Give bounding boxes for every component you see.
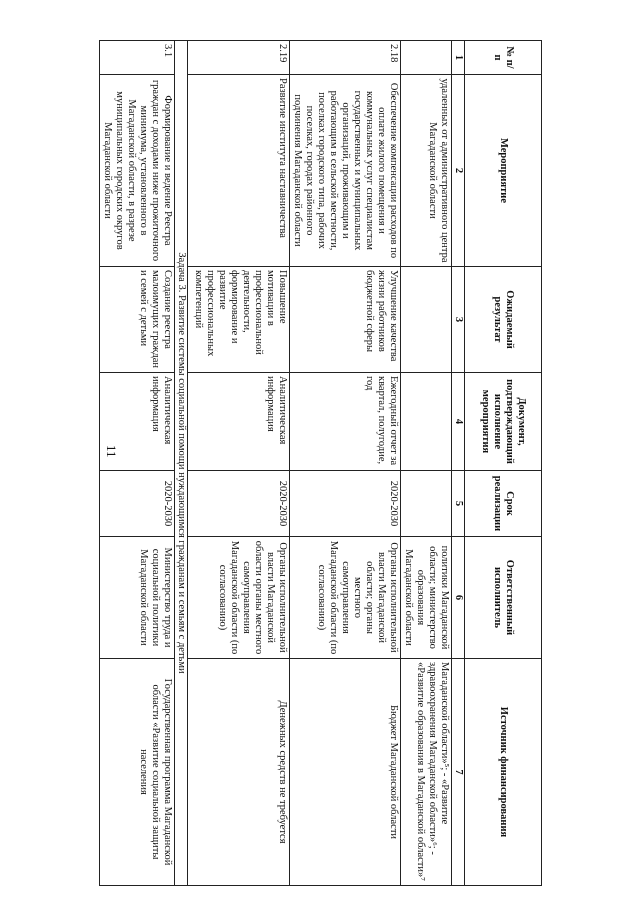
table-header-row bbox=[465, 41, 542, 886]
row-funding: Денежных средств не требуется bbox=[188, 659, 290, 886]
row-document: Ежегодный отчет за квартал, полугодие, год bbox=[290, 373, 401, 471]
row-funding: Государственная программа Магаданской области «Развитие социальной защиты населения bbox=[100, 659, 175, 886]
header-result: Ожидаемый результат bbox=[465, 267, 542, 373]
row-number: 2.19 bbox=[188, 41, 290, 75]
row-number: 3.1 bbox=[100, 41, 175, 75]
header-executor: Ответственный исполнитель bbox=[465, 537, 542, 659]
task-heading-row bbox=[175, 41, 188, 886]
column-number: 2 bbox=[452, 75, 465, 267]
column-number: 5 bbox=[452, 471, 465, 537]
header-document: Документ, подтверждающий исполнение мероприятия bbox=[465, 373, 542, 471]
row-document bbox=[401, 373, 452, 471]
row-executor: политики Магаданской области; министерство образования Магаданской области bbox=[401, 537, 452, 659]
column-number: 3 bbox=[452, 267, 465, 373]
header-term: Срок реализации bbox=[465, 471, 542, 537]
row-number: 2.18 bbox=[290, 41, 401, 75]
header-funding: Источник финансирования bbox=[465, 659, 542, 886]
row-document: Аналитическая информация bbox=[100, 373, 175, 471]
row-term: 2020-2030 bbox=[100, 471, 175, 537]
row-result: Повышение мотивации в профессиональной деятельности, формирование и развитие профессиональных компетенций bbox=[188, 267, 290, 373]
row-activity: Обеспечение компенсации расходов по оплате жилого помещения и коммунальных услуг специалистам государственных и муниципальных организаций, проживающим и работающим в сельской местности, поселках городского типа, рабочих поселках, городах районного подчинения Магаданской области bbox=[290, 75, 401, 267]
row-activity: Формирование и ведение Реестра граждан с доходами ниже прожиточного минимума, установленного в Магаданской области, в разрезе муниципальных городских округов Магаданской области bbox=[100, 75, 175, 267]
row-executor: Министерство труда и социальной политики Магаданской области bbox=[100, 537, 175, 659]
table-row bbox=[100, 41, 175, 886]
row-executor: Органы исполнительной власти Магаданской области органы местного самоуправления Магаданской области (по согласованию) bbox=[188, 537, 290, 659]
header-activity: Мероприятие bbox=[465, 75, 542, 267]
column-number-row bbox=[452, 41, 465, 886]
column-number: 1 bbox=[452, 41, 465, 75]
row-term: 2020-2030 bbox=[290, 471, 401, 537]
table-row bbox=[290, 41, 401, 886]
row-result bbox=[401, 267, 452, 373]
row-document: Аналитическая информация bbox=[188, 373, 290, 471]
row-funding: Магаданской области»⁵; - «Развитие здравоохранения Магаданской области»⁶; - «Развитие образования в Магаданской области»⁷ bbox=[401, 659, 452, 886]
table-row bbox=[188, 41, 290, 886]
row-activity: Развитие института наставничества bbox=[188, 75, 290, 267]
row-term bbox=[401, 471, 452, 537]
column-number: 4 bbox=[452, 373, 465, 471]
row-result: Создание реестра малоимущих граждан и семей с детьми bbox=[100, 267, 175, 373]
page-number: 11 bbox=[104, 445, 119, 458]
header-number: № п/п bbox=[465, 41, 542, 75]
column-number: 7 bbox=[452, 659, 465, 886]
row-result: Улучшение качества жизни работников бюджетной сферы bbox=[290, 267, 401, 373]
table-row bbox=[401, 41, 452, 886]
row-executor: Органы исполнительной власти Магаданской области; органы местного самоуправления Магаданской области (по согласованию) bbox=[290, 537, 401, 659]
row-number bbox=[401, 41, 452, 75]
row-activity: удаленных от административного центра Магаданской области bbox=[401, 75, 452, 267]
activities-table bbox=[99, 40, 542, 886]
row-term: 2020-2030 bbox=[188, 471, 290, 537]
row-funding: Бюджет Магаданской области bbox=[290, 659, 401, 886]
task-heading: Задача 3. Развитие системы социальной помощи нуждающимся гражданам и семьям с детьми bbox=[175, 41, 188, 886]
column-number: 6 bbox=[452, 537, 465, 659]
